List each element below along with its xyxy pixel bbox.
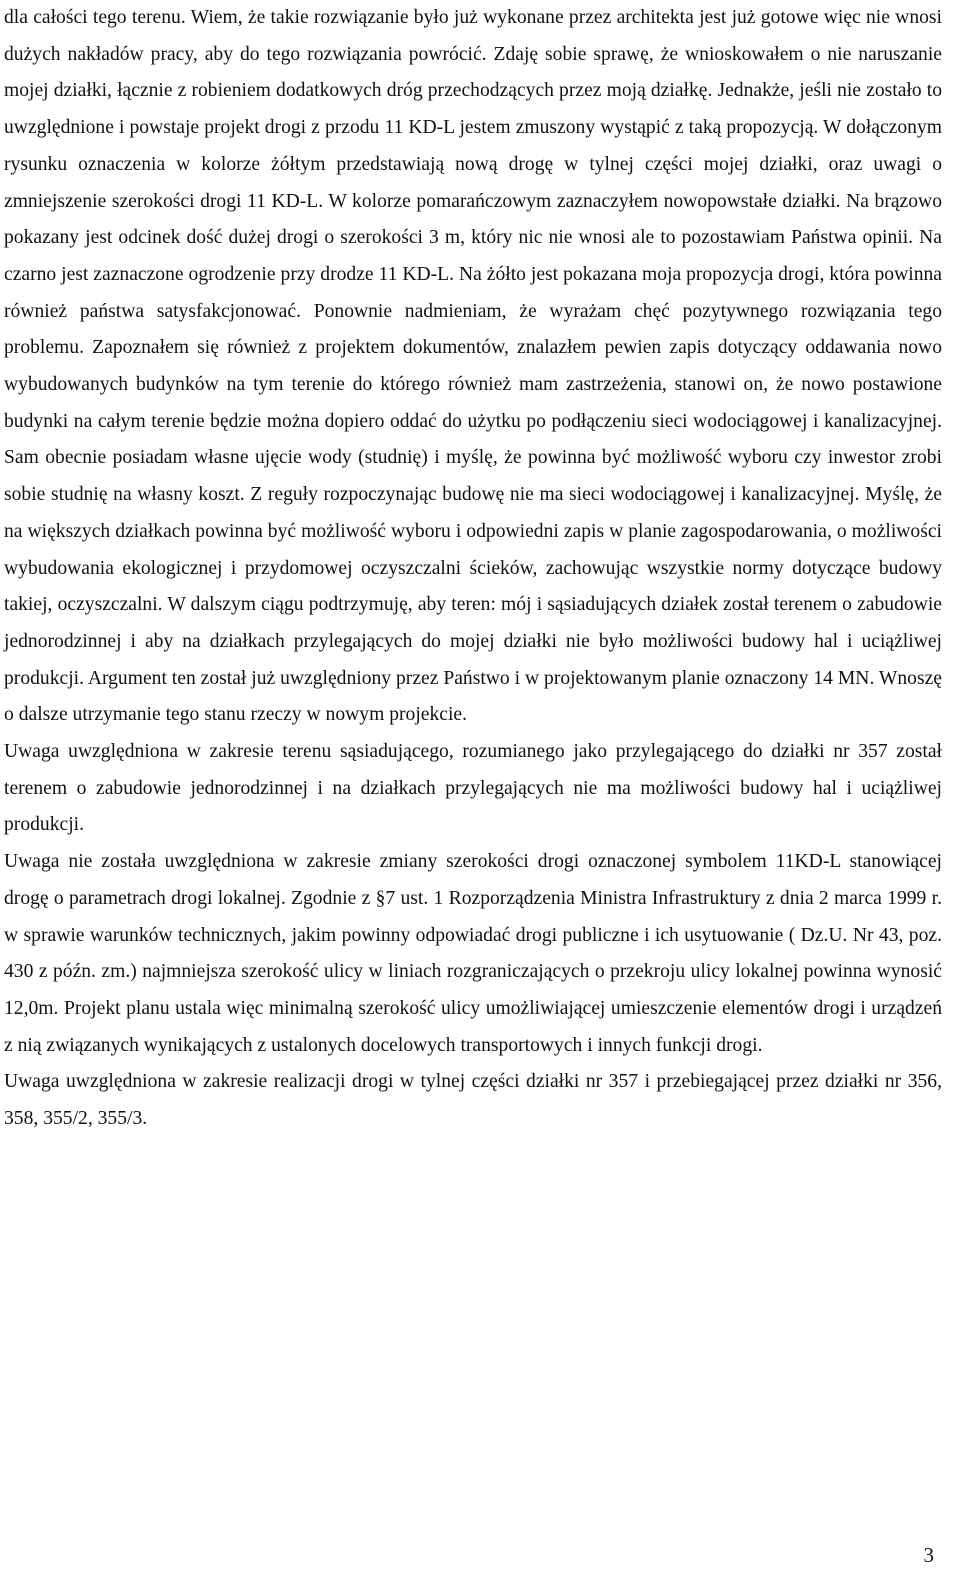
paragraph-decision-accepted-zoning: Uwaga uwzględniona w zakresie terenu sąsiadującego, rozumianego jako przylegającego do działki nr 357 został terenem o zabudowie jednorodzinnej i na działkach przylegających nie ma możliwości budowy hal i uciążliwej produkcji.	[4, 741, 942, 836]
paragraph-decision-rejected-road-width: Uwaga nie została uwzględniona w zakresie zmiany szerokości drogi oznaczonej symbolem 11KD-L stanowiącej drogę o parametrach drogi lokalnej. Zgodnie z §7 ust. 1 Rozporządzenia Ministra Infrastruktury z dnia 2 marca 1999 r. w sprawie warunków technicznych, jakim powinny odpowiadać drogi publiczne i ich usytuowanie ( Dz.U. Nr 43, poz. 430 z późn. zm.) najmniejsza szerokość ulicy w liniach rozgraniczających o przekroju ulicy lokalnej powinna wynosić 12,0m. Projekt planu ustala więc minimalną szerokość ulicy umożliwiającej umieszczenie elementów drogi i urządzeń z nią związanych wynikających z ustalonych docelowych transportowych i innych funkcji drogi.	[4, 851, 942, 1056]
paragraph-continuation: dla całości tego terenu. Wiem, że takie rozwiązanie było już wykonane przez architekta jest już gotowe więc nie wnosi dużych nakładów pracy, aby do tego rozwiązania powrócić. Zdaję sobie sprawę, że wnioskowałem o nie naruszanie mojej działki, łącznie z robieniem dodatkowych dróg przechodzących przez moją działkę. Jednakże, jeśli nie zostało to uwzględnione i powstaje projekt drogi z przodu 11 KD-L jestem zmuszony wystąpić z taką propozycją. W dołączonym rysunku oznaczenia w kolorze żółtym przedstawiają nową drogę w tylnej części mojej działki, oraz uwagi o zmniejszenie szerokości drogi 11 KD-L. W kolorze pomarańczowym zaznaczyłem nowopowstałe działki. Na brązowo pokazany jest odcinek dość dużej drogi o szerokości 3 m, który nic nie wnosi ale to pozostawiam Państwa opinii. Na czarno jest zaznaczone ogrodzenie przy drodze 11 KD-L. Na żółto jest pokazana moja propozycja drogi, która powinna również państwa satysfakcjonować. Ponownie nadmieniam, że wyrażam chęć pozytywnego rozwiązania tego problemu. Zapoznałem się również z projektem dokumentów, znalazłem pewien zapis dotyczący oddawania nowo wybudowanych budynków na tym terenie do którego również mam zastrzeżenia, stanowi on, że nowo postawione budynki na całym terenie będzie można dopiero oddać do użytku po podłączeniu sieci wodociągowej i kanalizacyjnej. Sam obecnie posiadam własne ujęcie wody (studnię) i myślę, że powinna być możliwość wyboru czy inwestor zrobi sobie studnię na własny koszt. Z reguły rozpoczynając budowę nie ma sieci wodociągowej i kanalizacyjnej. Myślę, że na większych działkach powinna być możliwość wyboru i odpowiedni zapis w planie zagospodarowania, o możliwości wybudowania ekologicznej i przydomowej oczyszczalni ścieków, zachowując wszystkie normy dotyczące budowy takiej, oczyszczalni. W dalszym ciągu podtrzymuję, aby teren: mój i sąsiadujących działek został terenem o zabudowie jednorodzinnej i aby na działkach przylegających do mojej działki nie było możliwości budowy hal i uciążliwej produkcji. Argument ten został już uwzględniony przez Państwo i w projektowanym planie oznaczony 14 MN. Wnoszę o dalsze utrzymanie tego stanu rzeczy w nowym projekcie.	[4, 7, 942, 726]
page-number: 3	[923, 1543, 934, 1567]
paragraph-decision-accepted-road: Uwaga uwzględniona w zakresie realizacji drogi w tylnej części działki nr 357 i przebiegającej przez działki nr 356, 358, 355/2, 355/3.	[4, 1071, 942, 1130]
document-body	[4, 0, 942, 1138]
